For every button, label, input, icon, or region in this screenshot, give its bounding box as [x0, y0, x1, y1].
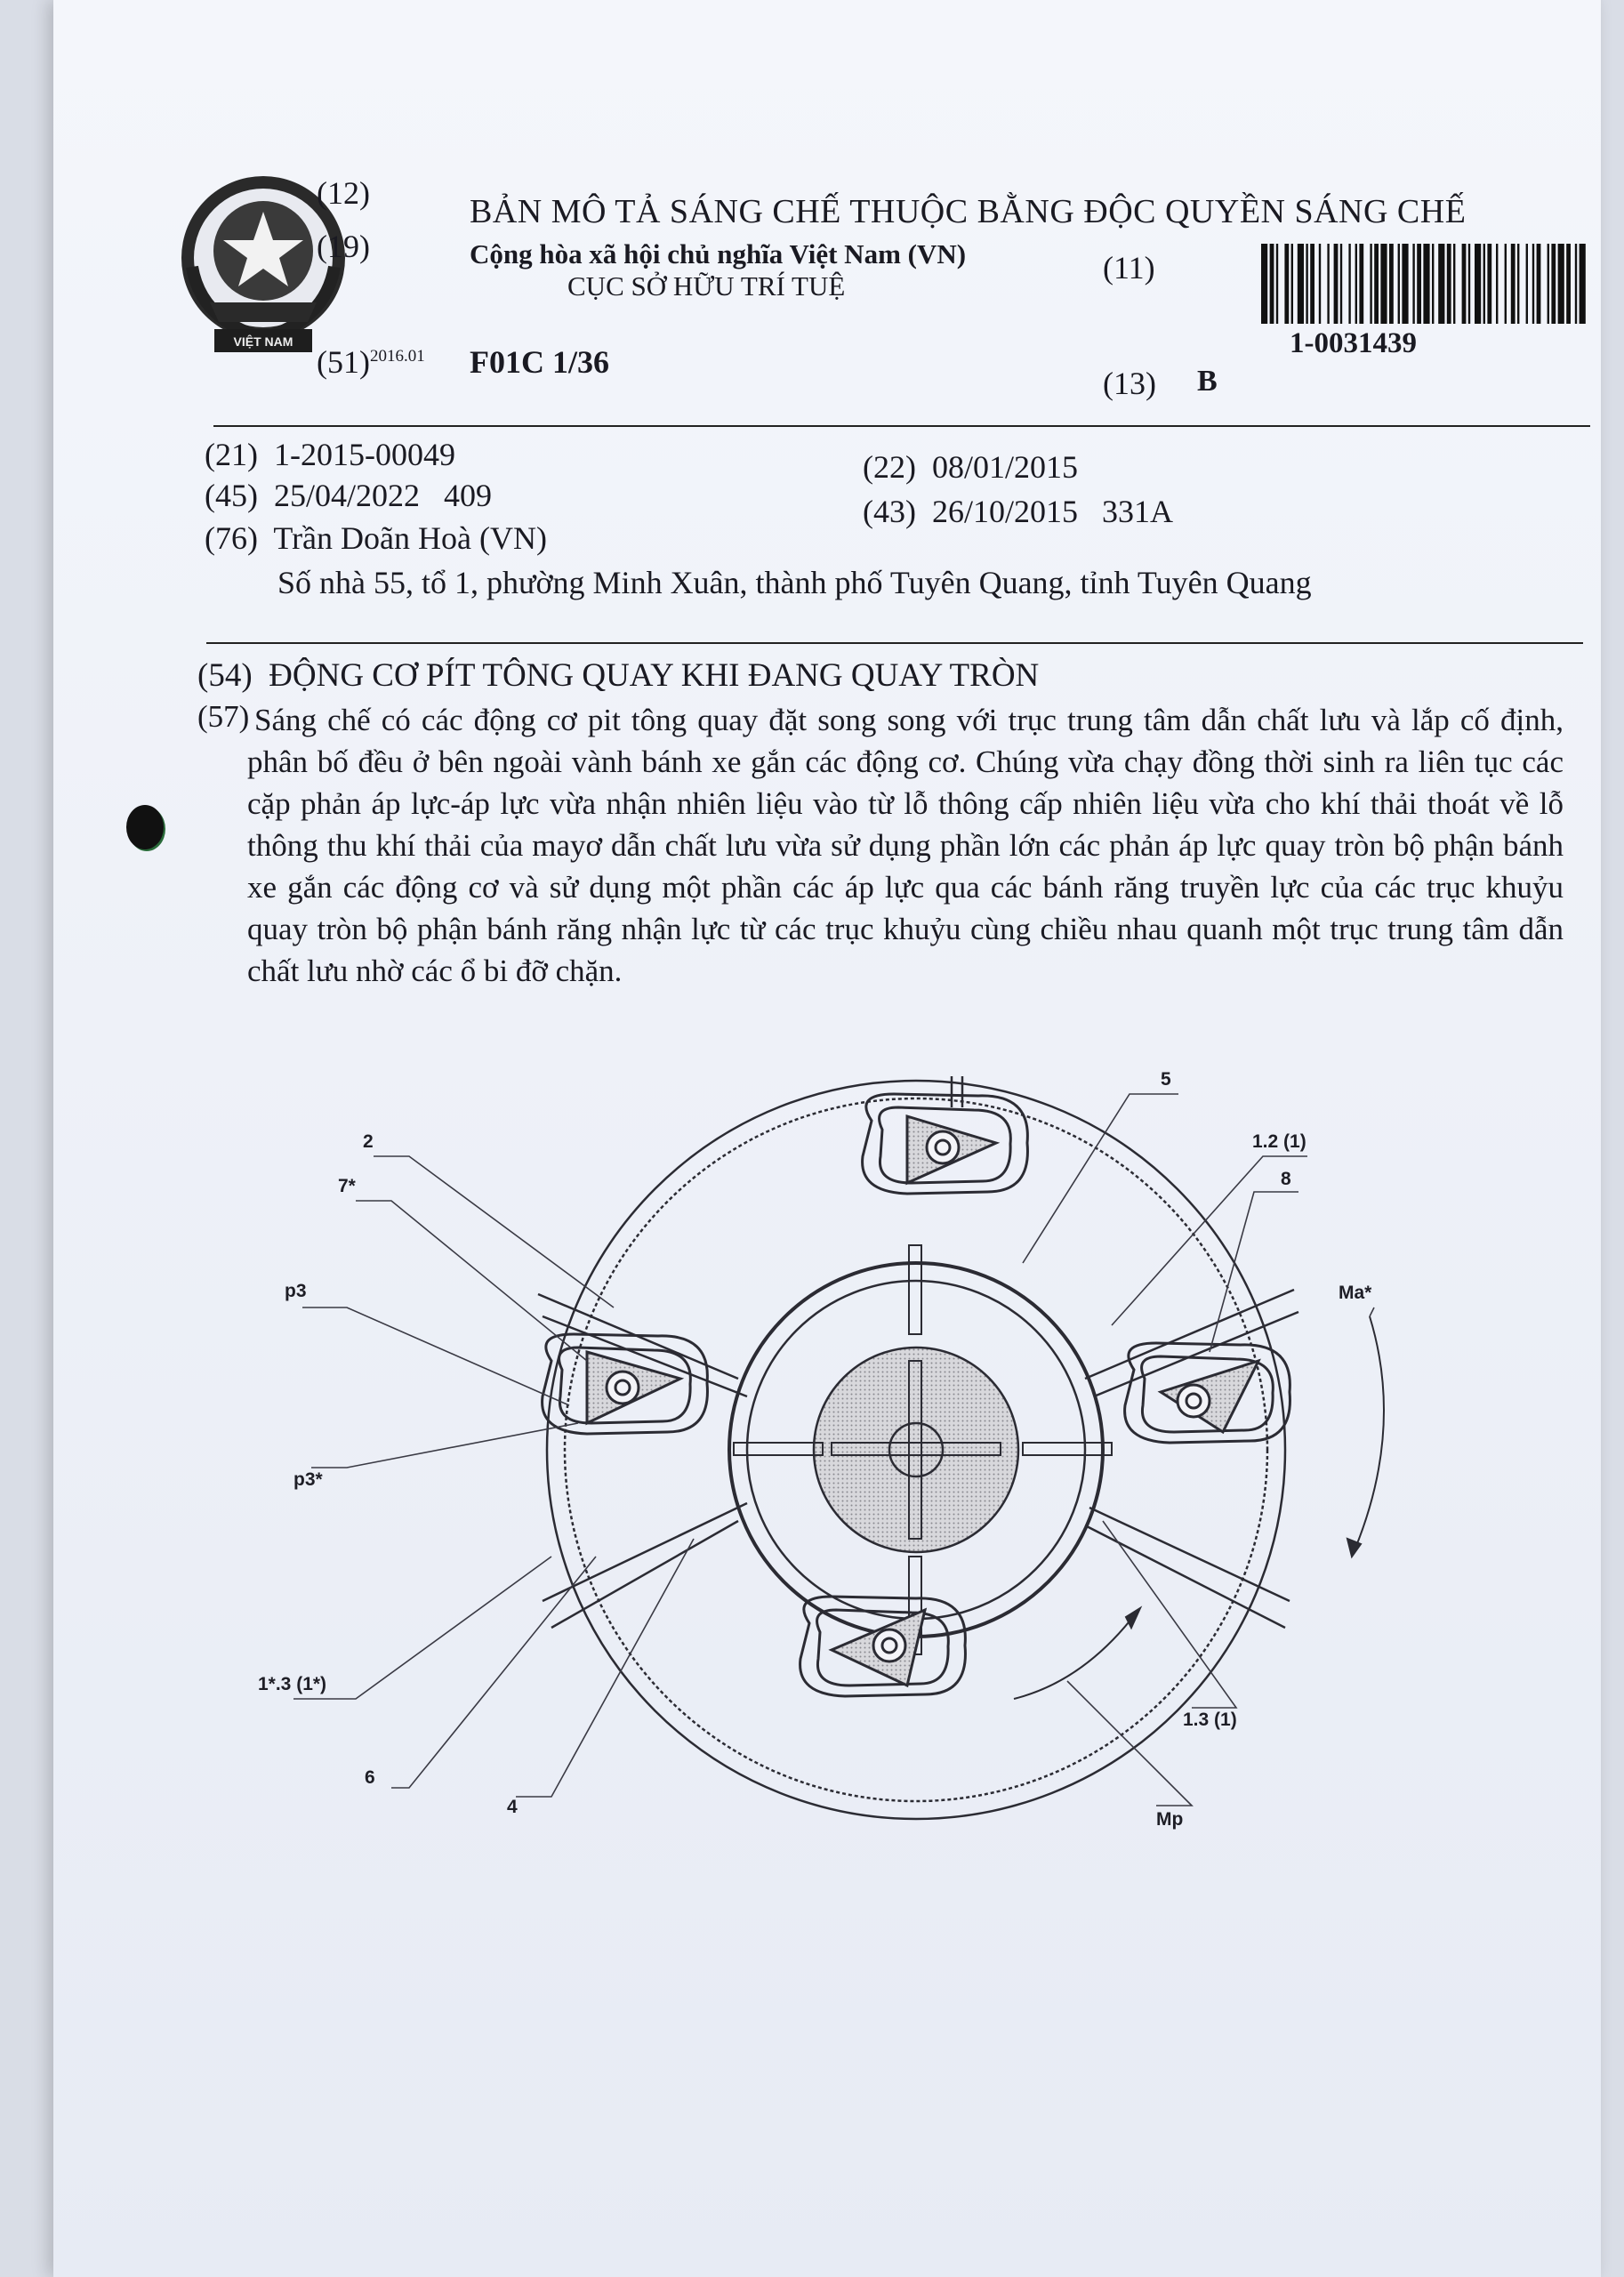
central-hub: [814, 1348, 1018, 1552]
emblem-text: VIỆT NAM: [233, 334, 293, 349]
application-number: 1-2015-00049: [273, 437, 455, 472]
invention-title: ĐỘNG CƠ PÍT TÔNG QUAY KHI ĐANG QUAY TRÒN: [269, 657, 1040, 694]
document-page: [53, 0, 1601, 2277]
code-22: (22): [863, 449, 916, 485]
code-21: (21): [205, 437, 258, 472]
code-51: (51): [317, 344, 370, 380]
label-4: 4: [507, 1797, 518, 1817]
filing-date: 08/01/2015: [931, 449, 1078, 485]
document-title: BẢN MÔ TẢ SÁNG CHẾ THUỘC BẰNG ĐỘC QUYỀN SÁNG CHẾ: [470, 193, 1467, 230]
arc-ma: [1352, 1316, 1384, 1557]
label-2: 2: [363, 1131, 374, 1152]
inventor-address: Số nhà 55, tổ 1, phường Minh Xuân, thành phố Tuyên Quang, tỉnh Tuyên Quang: [277, 565, 1312, 600]
divider-middle: [206, 642, 1583, 644]
punch-hole: [126, 805, 164, 849]
code-19: (19): [317, 229, 370, 264]
country-name: Cộng hòa xã hội chủ nghĩa Việt Nam (VN): [470, 238, 967, 270]
label-p3: p3: [285, 1281, 307, 1301]
arc-mp: [1014, 1610, 1138, 1699]
label-1-3-star: 1*.3 (1*): [258, 1674, 327, 1694]
label-ma: Ma*: [1339, 1283, 1372, 1303]
code-54: (54): [197, 657, 253, 694]
divider-top: [213, 425, 1590, 427]
code-13: (13): [1103, 366, 1156, 401]
kind-code: B: [1197, 365, 1218, 398]
engine-right: [1125, 1343, 1290, 1443]
inventor-name: Trần Doãn Hoà (VN): [273, 520, 547, 556]
grant-date: 25/04/2022: [273, 478, 420, 513]
engine-bottom: [800, 1597, 966, 1696]
engine-diagram: [258, 1058, 1405, 1841]
label-6: 6: [365, 1767, 375, 1788]
grant-bulletin: 409: [444, 478, 492, 513]
code-11: (11): [1103, 250, 1155, 286]
label-mp: Mp: [1156, 1809, 1184, 1830]
label-1-2: 1.2 (1): [1252, 1131, 1306, 1152]
code-45: (45): [205, 478, 258, 513]
engine-left: [543, 1334, 708, 1434]
publication-date: 26/10/2015: [931, 494, 1078, 529]
code-43: (43): [863, 494, 916, 529]
publication-number: 1-0031439: [1290, 327, 1417, 359]
publication-bulletin: 331A: [1102, 494, 1173, 529]
ipc-version: 2016.01: [369, 347, 425, 366]
label-7: 7*: [338, 1176, 356, 1196]
barcode-icon: [1261, 244, 1588, 324]
code-57: (57): [197, 699, 250, 734]
label-1-3: 1.3 (1): [1183, 1710, 1237, 1730]
label-5: 5: [1161, 1069, 1171, 1090]
label-p3-star: p3*: [293, 1469, 323, 1490]
ipc-class: F01C 1/36: [470, 344, 609, 380]
label-8: 8: [1281, 1169, 1291, 1189]
code-76: (76): [205, 520, 258, 556]
office-name: CỤC SỞ HỮU TRÍ TUỆ: [567, 270, 846, 302]
engine-top: [863, 1094, 1028, 1194]
abstract-text: Sáng chế có các động cơ pit tông quay đặt song song với trục trung tâm dẫn chất lưu và lắp cố định, phân bố đều ở bên ngoài vành bánh xe gắn các động cơ. Chúng vừa chạy đồng thời sinh ra liên tục các cặp phản áp lực-áp lực vừa nhận nhiên liệu vào từ lỗ thông cấp nhiên liệu vừa cho khí thải thoát về lỗ thông thu khí thải của mayơ dẫn chất lưu vừa sử dụng phần lớn các phản áp lực quay tròn bộ phận bánh xe gắn các động cơ và sử dụng một phần các áp lực qua các bánh răng truyền lực của các trục khuỷu quay tròn bộ phận bánh răng nhận lực từ các trục khuỷu cùng chiều nhau quanh một trục trung tâm dẫn chất lưu nhờ các ổ bi đỡ chặn.: [247, 703, 1564, 988]
code-12: (12): [317, 175, 370, 211]
